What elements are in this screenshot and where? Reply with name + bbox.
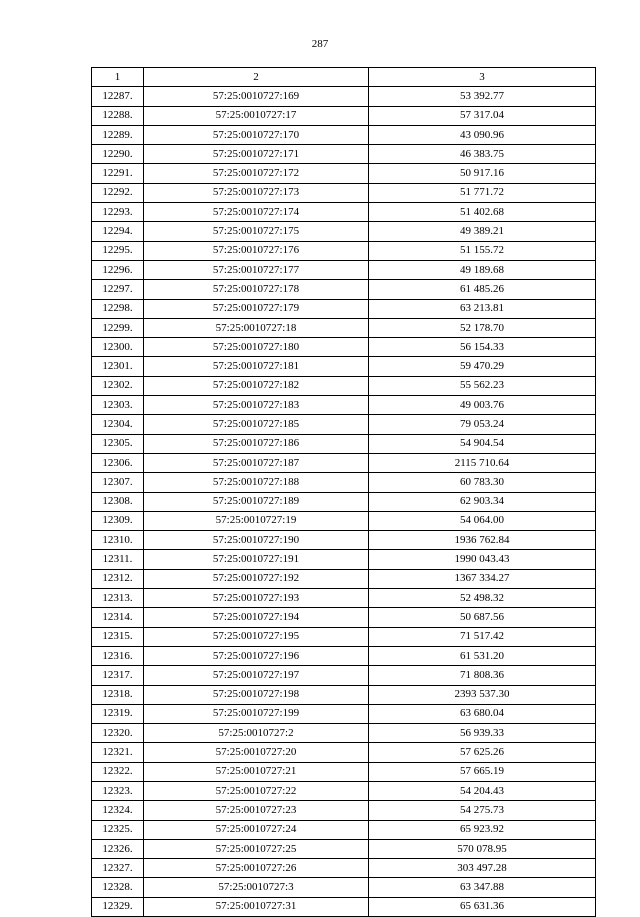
row-number-cell: 12327. bbox=[92, 859, 144, 878]
table-row bbox=[92, 859, 596, 878]
value-cell: 61 531.20 bbox=[369, 646, 596, 665]
row-number-cell: 12312. bbox=[92, 569, 144, 588]
table-row bbox=[92, 396, 596, 415]
table-row bbox=[92, 106, 596, 125]
header-col-3: 3 bbox=[369, 68, 596, 87]
row-number-cell: 12287. bbox=[92, 87, 144, 106]
value-cell: 59 470.29 bbox=[369, 357, 596, 376]
value-cell: 60 783.30 bbox=[369, 473, 596, 492]
value-cell: 55 562.23 bbox=[369, 376, 596, 395]
table-row bbox=[92, 724, 596, 743]
value-cell: 49 389.21 bbox=[369, 222, 596, 241]
value-cell: 79 053.24 bbox=[369, 415, 596, 434]
table-row bbox=[92, 299, 596, 318]
value-cell: 54 275.73 bbox=[369, 801, 596, 820]
value-cell: 1936 762.84 bbox=[369, 531, 596, 550]
row-number-cell: 12298. bbox=[92, 299, 144, 318]
row-number-cell: 12297. bbox=[92, 280, 144, 299]
cadastral-number-cell: 57:25:0010727:175 bbox=[144, 222, 369, 241]
row-number-cell: 12300. bbox=[92, 338, 144, 357]
cadastral-number-cell: 57:25:0010727:191 bbox=[144, 550, 369, 569]
cadastral-number-cell: 57:25:0010727:174 bbox=[144, 203, 369, 222]
table-row bbox=[92, 897, 596, 916]
table-row bbox=[92, 743, 596, 762]
table-header bbox=[92, 68, 596, 87]
row-number-cell: 12311. bbox=[92, 550, 144, 569]
header-col-1: 1 bbox=[92, 68, 144, 87]
value-cell: 71 517.42 bbox=[369, 627, 596, 646]
value-cell: 46 383.75 bbox=[369, 145, 596, 164]
cadastral-number-cell: 57:25:0010727:199 bbox=[144, 704, 369, 723]
table-row bbox=[92, 183, 596, 202]
cadastral-number-cell: 57:25:0010727:183 bbox=[144, 396, 369, 415]
value-cell: 71 808.36 bbox=[369, 666, 596, 685]
cadastral-number-cell: 57:25:0010727:180 bbox=[144, 338, 369, 357]
value-cell: 65 631.36 bbox=[369, 897, 596, 916]
table-row bbox=[92, 434, 596, 453]
row-number-cell: 12310. bbox=[92, 531, 144, 550]
table-row bbox=[92, 473, 596, 492]
value-cell: 43 090.96 bbox=[369, 125, 596, 144]
value-cell: 51 771.72 bbox=[369, 183, 596, 202]
row-number-cell: 12326. bbox=[92, 839, 144, 858]
table-row bbox=[92, 241, 596, 260]
cadastral-number-cell: 57:25:0010727:181 bbox=[144, 357, 369, 376]
row-number-cell: 12301. bbox=[92, 357, 144, 376]
value-cell: 1367 334.27 bbox=[369, 569, 596, 588]
row-number-cell: 12289. bbox=[92, 125, 144, 144]
cadastral-number-cell: 57:25:0010727:178 bbox=[144, 280, 369, 299]
table-row bbox=[92, 569, 596, 588]
cadastral-number-cell: 57:25:0010727:171 bbox=[144, 145, 369, 164]
cadastral-number-cell: 57:25:0010727:185 bbox=[144, 415, 369, 434]
table-row bbox=[92, 839, 596, 858]
cadastral-number-cell: 57:25:0010727:182 bbox=[144, 376, 369, 395]
row-number-cell: 12293. bbox=[92, 203, 144, 222]
page-number: 287 bbox=[311, 38, 329, 50]
value-cell: 54 064.00 bbox=[369, 511, 596, 530]
cadastral-number-cell: 57:25:0010727:21 bbox=[144, 762, 369, 781]
table-row bbox=[92, 531, 596, 550]
table-row bbox=[92, 878, 596, 897]
value-cell: 51 402.68 bbox=[369, 203, 596, 222]
cadastral-number-cell: 57:25:0010727:176 bbox=[144, 241, 369, 260]
cadastral-number-cell: 57:25:0010727:173 bbox=[144, 183, 369, 202]
cadastral-number-cell: 57:25:0010727:19 bbox=[144, 511, 369, 530]
cadastral-number-cell: 57:25:0010727:189 bbox=[144, 492, 369, 511]
row-number-cell: 12303. bbox=[92, 396, 144, 415]
cadastral-number-cell: 57:25:0010727:17 bbox=[144, 106, 369, 125]
value-cell: 2115 710.64 bbox=[369, 453, 596, 472]
table-row bbox=[92, 318, 596, 337]
row-number-cell: 12309. bbox=[92, 511, 144, 530]
table-row bbox=[92, 145, 596, 164]
value-cell: 49 189.68 bbox=[369, 260, 596, 279]
cadastral-number-cell: 57:25:0010727:177 bbox=[144, 260, 369, 279]
header-col-2: 2 bbox=[144, 68, 369, 87]
cadastral-number-cell: 57:25:0010727:170 bbox=[144, 125, 369, 144]
table-row bbox=[92, 820, 596, 839]
row-number-cell: 12304. bbox=[92, 415, 144, 434]
table-row bbox=[92, 704, 596, 723]
cadastral-number-cell: 57:25:0010727:2 bbox=[144, 724, 369, 743]
cadastral-number-cell: 57:25:0010727:20 bbox=[144, 743, 369, 762]
cadastral-number-cell: 57:25:0010727:195 bbox=[144, 627, 369, 646]
row-number-cell: 12320. bbox=[92, 724, 144, 743]
cadastral-number-cell: 57:25:0010727:190 bbox=[144, 531, 369, 550]
table-row bbox=[92, 260, 596, 279]
row-number-cell: 12325. bbox=[92, 820, 144, 839]
value-cell: 303 497.28 bbox=[369, 859, 596, 878]
cadastral-number-cell: 57:25:0010727:188 bbox=[144, 473, 369, 492]
row-number-cell: 12292. bbox=[92, 183, 144, 202]
table-row bbox=[92, 203, 596, 222]
table-row bbox=[92, 338, 596, 357]
table-row bbox=[92, 781, 596, 800]
table-row bbox=[92, 511, 596, 530]
value-cell: 52 178.70 bbox=[369, 318, 596, 337]
cadastral-number-cell: 57:25:0010727:187 bbox=[144, 453, 369, 472]
cadastral-number-cell: 57:25:0010727:193 bbox=[144, 589, 369, 608]
value-cell: 56 154.33 bbox=[369, 338, 596, 357]
table-row bbox=[92, 801, 596, 820]
table-row bbox=[92, 415, 596, 434]
row-number-cell: 12319. bbox=[92, 704, 144, 723]
row-number-cell: 12295. bbox=[92, 241, 144, 260]
table-row bbox=[92, 357, 596, 376]
value-cell: 57 625.26 bbox=[369, 743, 596, 762]
row-number-cell: 12317. bbox=[92, 666, 144, 685]
row-number-cell: 12302. bbox=[92, 376, 144, 395]
row-number-cell: 12288. bbox=[92, 106, 144, 125]
table-row bbox=[92, 762, 596, 781]
cadastral-number-cell: 57:25:0010727:26 bbox=[144, 859, 369, 878]
value-cell: 57 317.04 bbox=[369, 106, 596, 125]
table-row bbox=[92, 87, 596, 106]
row-number-cell: 12323. bbox=[92, 781, 144, 800]
value-cell: 53 392.77 bbox=[369, 87, 596, 106]
row-number-cell: 12306. bbox=[92, 453, 144, 472]
table-row bbox=[92, 492, 596, 511]
value-cell: 57 665.19 bbox=[369, 762, 596, 781]
cadastral-number-cell: 57:25:0010727:194 bbox=[144, 608, 369, 627]
row-number-cell: 12315. bbox=[92, 627, 144, 646]
cadastral-number-cell: 57:25:0010727:198 bbox=[144, 685, 369, 704]
cadastral-number-cell: 57:25:0010727:196 bbox=[144, 646, 369, 665]
value-cell: 65 923.92 bbox=[369, 820, 596, 839]
row-number-cell: 12296. bbox=[92, 260, 144, 279]
cadastral-number-cell: 57:25:0010727:3 bbox=[144, 878, 369, 897]
row-number-cell: 12299. bbox=[92, 318, 144, 337]
row-number-cell: 12308. bbox=[92, 492, 144, 511]
value-cell: 54 204.43 bbox=[369, 781, 596, 800]
value-cell: 54 904.54 bbox=[369, 434, 596, 453]
table-row bbox=[92, 685, 596, 704]
table-row bbox=[92, 453, 596, 472]
table-row bbox=[92, 376, 596, 395]
table-row bbox=[92, 222, 596, 241]
registry-table bbox=[91, 67, 596, 917]
cadastral-number-cell: 57:25:0010727:23 bbox=[144, 801, 369, 820]
value-cell: 61 485.26 bbox=[369, 280, 596, 299]
value-cell: 63 347.88 bbox=[369, 878, 596, 897]
cadastral-number-cell: 57:25:0010727:18 bbox=[144, 318, 369, 337]
table-row bbox=[92, 125, 596, 144]
row-number-cell: 12324. bbox=[92, 801, 144, 820]
value-cell: 49 003.76 bbox=[369, 396, 596, 415]
row-number-cell: 12314. bbox=[92, 608, 144, 627]
row-number-cell: 12307. bbox=[92, 473, 144, 492]
cadastral-number-cell: 57:25:0010727:179 bbox=[144, 299, 369, 318]
table-row bbox=[92, 164, 596, 183]
row-number-cell: 12316. bbox=[92, 646, 144, 665]
value-cell: 51 155.72 bbox=[369, 241, 596, 260]
value-cell: 50 687.56 bbox=[369, 608, 596, 627]
row-number-cell: 12321. bbox=[92, 743, 144, 762]
value-cell: 570 078.95 bbox=[369, 839, 596, 858]
value-cell: 1990 043.43 bbox=[369, 550, 596, 569]
table-row bbox=[92, 280, 596, 299]
row-number-cell: 12305. bbox=[92, 434, 144, 453]
table-row bbox=[92, 646, 596, 665]
cadastral-number-cell: 57:25:0010727:197 bbox=[144, 666, 369, 685]
cadastral-number-cell: 57:25:0010727:169 bbox=[144, 87, 369, 106]
row-number-cell: 12318. bbox=[92, 685, 144, 704]
row-number-cell: 12328. bbox=[92, 878, 144, 897]
table-row bbox=[92, 627, 596, 646]
cadastral-number-cell: 57:25:0010727:186 bbox=[144, 434, 369, 453]
value-cell: 63 213.81 bbox=[369, 299, 596, 318]
value-cell: 63 680.04 bbox=[369, 704, 596, 723]
table-body bbox=[92, 87, 596, 917]
table-row bbox=[92, 666, 596, 685]
cadastral-number-cell: 57:25:0010727:25 bbox=[144, 839, 369, 858]
value-cell: 2393 537.30 bbox=[369, 685, 596, 704]
cadastral-number-cell: 57:25:0010727:172 bbox=[144, 164, 369, 183]
value-cell: 62 903.34 bbox=[369, 492, 596, 511]
table-row bbox=[92, 550, 596, 569]
row-number-cell: 12290. bbox=[92, 145, 144, 164]
value-cell: 50 917.16 bbox=[369, 164, 596, 183]
row-number-cell: 12291. bbox=[92, 164, 144, 183]
row-number-cell: 12294. bbox=[92, 222, 144, 241]
cadastral-number-cell: 57:25:0010727:22 bbox=[144, 781, 369, 800]
cadastral-number-cell: 57:25:0010727:31 bbox=[144, 897, 369, 916]
row-number-cell: 12313. bbox=[92, 589, 144, 608]
value-cell: 56 939.33 bbox=[369, 724, 596, 743]
table-row bbox=[92, 608, 596, 627]
row-number-cell: 12329. bbox=[92, 897, 144, 916]
header-row bbox=[92, 68, 596, 87]
cadastral-number-cell: 57:25:0010727:192 bbox=[144, 569, 369, 588]
row-number-cell: 12322. bbox=[92, 762, 144, 781]
value-cell: 52 498.32 bbox=[369, 589, 596, 608]
cadastral-number-cell: 57:25:0010727:24 bbox=[144, 820, 369, 839]
table-row bbox=[92, 589, 596, 608]
